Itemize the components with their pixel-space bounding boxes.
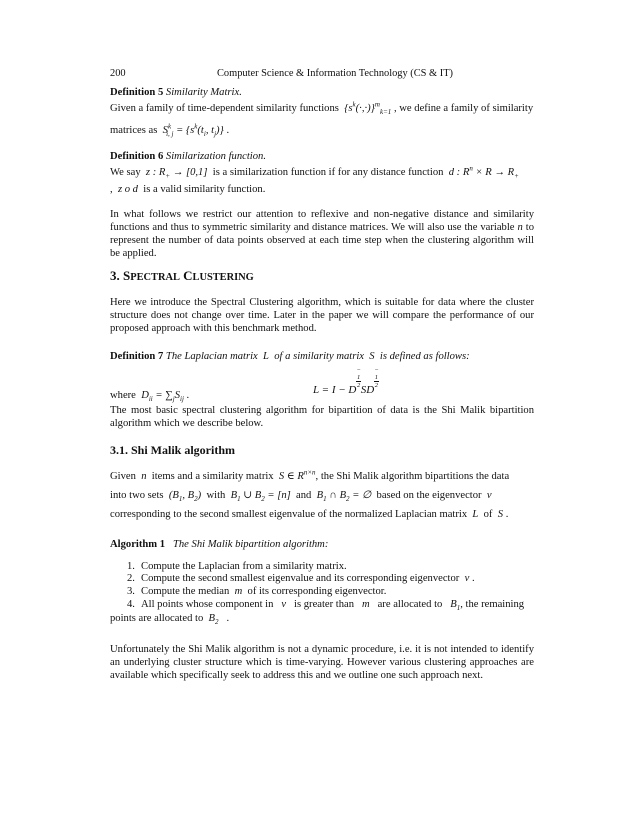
- algorithm-step-3: 3. Compute the median m of its corresponding eigenvector.: [127, 586, 387, 597]
- degree-formula: $D_{ii} = \sum_jS_{ij}$: [141, 390, 184, 404]
- definition-6-line-2: , z o d is a valid similarity function.: [110, 184, 266, 195]
- algorithm-step-4: 4. All points whose component in v is greater than m are allocated to $B_1$, the remaining: [127, 599, 525, 613]
- definition-6-line-1: We say z : $R_+ \to [0,1]$ is a similarization function if for any distance function d : $R^n \times R \to R_+$: [110, 164, 519, 181]
- journal-title: Computer Science & Information Technology (CS & IT): [217, 68, 453, 79]
- definition-6-title: Similarization function.: [165, 151, 266, 162]
- composition-formula: z o d: [117, 184, 138, 195]
- definition-5-line-1: Given a family of time-dependent similarity functions $\{s^k(\cdot,\cdot)\}^m_{k=1}$ , we define a family of similarity: [110, 100, 534, 117]
- paragraph-not-dynamic: Unfortunately the Shi Malik algorithm is not a dynamic procedure, i.e. it is not intended to identify an underlying cluster structure which is time-varying. However various clustering approaches are available which specifically seek to address this and we outline one such approach next.: [110, 644, 534, 681]
- definition-6: [110, 150, 534, 196]
- definition-5: [110, 86, 534, 137]
- definition-5-line-2: matrices as $S^k_{i, j} = \{s^k(t_i$, $t_j$)} .: [110, 122, 230, 139]
- definition-5-title: Similarity Matrix.: [165, 87, 242, 98]
- degree-definition: where $D_{ii} = \sum_jS_{ij}$ .: [110, 390, 190, 404]
- definition-5-label: Definition 5: [110, 87, 164, 98]
- paragraph-spectral-intro: Here we introduce the Spectral Clustering algorithm, which is suitable for data where the cluster structure does not change over time. Later in the paper we will compare the performance of our proposed approach with this benchmark method.: [110, 297, 534, 334]
- paragraph-restrictions: In what follows we restrict our attention to reflexive and non-negative distance and similarity functions and thus to symmetric similarity and distance matrices. We will also use the variable n to represent the number of data points observed at each time step when the clustering algorithm will be applied.: [110, 209, 534, 259]
- definition-7-label: Definition 7: [110, 351, 164, 362]
- paragraph-shi-malik: Given n items and a similarity matrix S ∈ $R^{n\times n}$, the Shi Malik algorithm bipartitions the data into two sets ($B_1$, $B_2$) with $B_1$ ∪ $B_2 = [n]$ and $B_1$ ∩ $B_2$ = ∅ based on the eigenvector v corresponding to the second smallest eigenvalue of the normalized Laplacian matrix L of S .: [110, 468, 510, 520]
- definition-6-label: Definition 6: [110, 151, 164, 162]
- distance-function-formula: d : $R^n \times R \to R_+$: [448, 164, 519, 181]
- algorithm-step-2: 2. Compute the second smallest eigenvalue and its corresponding eigenvector v .: [127, 573, 475, 584]
- section-3-heading: 3. SPECTRAL CLUSTERING: [110, 268, 254, 283]
- paragraph-basic-spectral: The most basic spectral clustering algorithm for bipartition of data is the Shi Malik bipartition algorithm which we describe below.: [110, 405, 534, 429]
- exponent-minus-half-2: − 1 2: [374, 367, 379, 389]
- algorithm-1-label: Algorithm 1: [110, 539, 166, 550]
- definition-7: Definition 7 The Laplacian matrix L of a similarity matrix S is defined as follows:: [110, 351, 470, 362]
- exponent-minus-half-1: − 1 2: [356, 367, 361, 389]
- algorithm-step-4-continuation: points are allocated to $B_2$ .: [110, 613, 230, 627]
- similarization-map-formula: z : $R_+ \to [0,1]$: [145, 167, 208, 181]
- section-3-1-heading: 3.1. Shi Malik algorithm: [110, 443, 236, 457]
- similarity-matrices-formula: $S^k_{i, j} = \{s^k(t_i$, $t_j$)}: [162, 122, 224, 139]
- algorithm-1-heading: Algorithm 1 The Shi Malik bipartition algorithm:: [110, 539, 329, 550]
- similarity-family-formula: $\{s^k(\cdot,\cdot)\}^m_{k=1}$: [344, 100, 392, 117]
- laplacian-equation: L = I − D− 1 2 SD− 1 2: [313, 367, 379, 396]
- page-number: 200: [110, 68, 126, 79]
- algorithm-step-1: 1. Compute the Laplacian from a similarity matrix.: [127, 561, 347, 572]
